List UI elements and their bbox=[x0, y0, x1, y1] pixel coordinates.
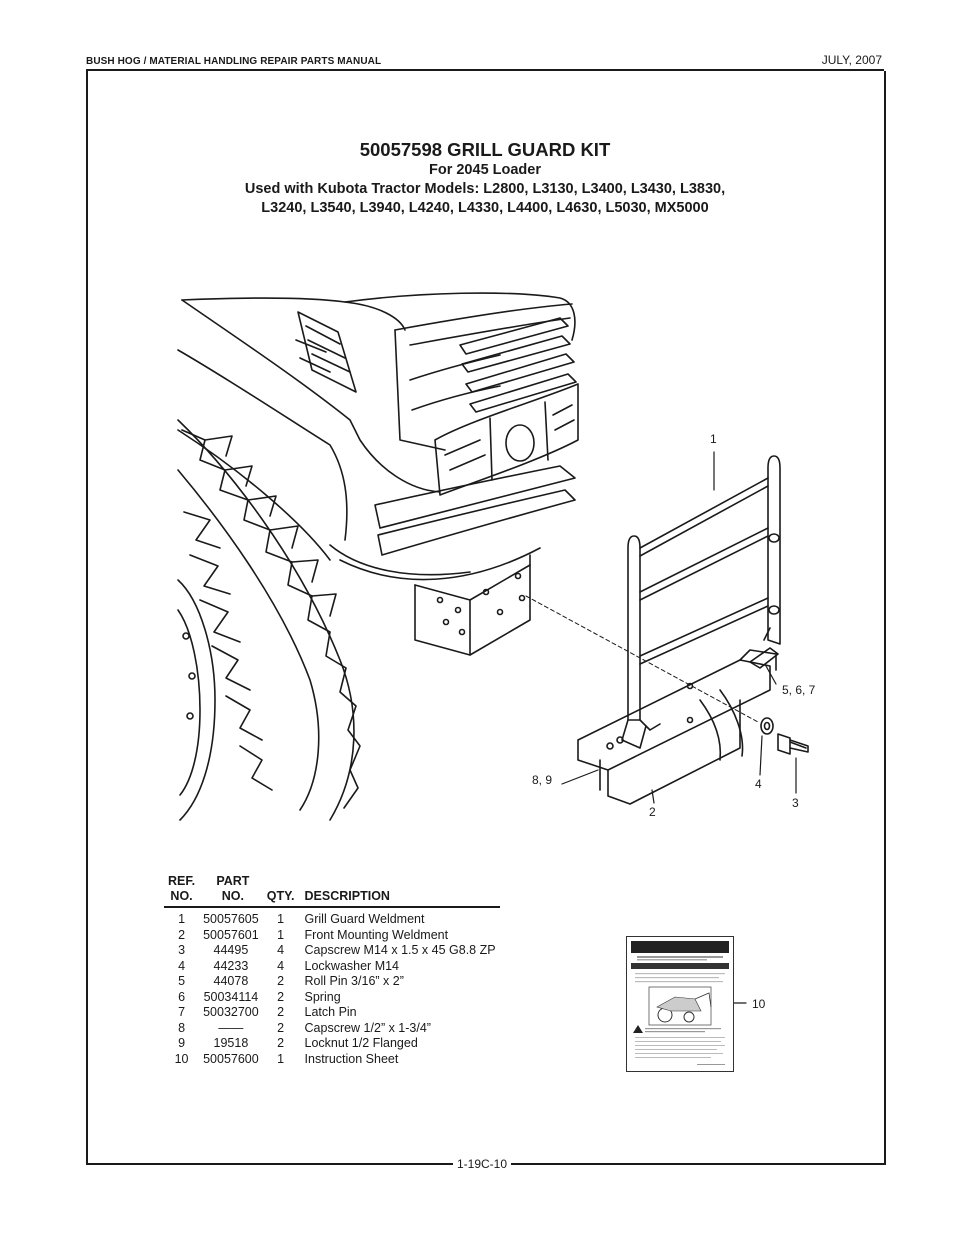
callout-1: 1 bbox=[710, 432, 717, 446]
grill-guard-illustration bbox=[622, 456, 780, 748]
part-no-header: PART NO. bbox=[199, 874, 263, 907]
table-row: 1 50057605 1 Grill Guard Weldment bbox=[178, 912, 425, 926]
page-number: 1-19C-10 bbox=[453, 1157, 511, 1171]
callout-8-9: 8, 9 bbox=[532, 773, 553, 787]
kit-title: 50057598 GRILL GUARD KIT bbox=[359, 139, 611, 160]
models-line-2: L3240, L3540, L3940, L4240, L4330, L4400, L4630, L5030, MX5000 bbox=[261, 200, 709, 216]
table-row: 6 50034114 2 Spring bbox=[178, 989, 341, 1004]
table-header-row bbox=[164, 874, 500, 907]
table-row: 5 44078 2 Roll Pin 3/16” x 2” bbox=[178, 974, 404, 988]
qty-header: QTY. bbox=[263, 874, 299, 907]
table-row: 7 50032700 2 Latch Pin bbox=[178, 1005, 357, 1019]
table-row: 8 —— 2 Capscrew 1/2” x 1-3/4” bbox=[178, 1020, 431, 1035]
table-row: 9 19518 2 Locknut 1/2 Flanged bbox=[178, 1036, 418, 1050]
callout-2: 2 bbox=[649, 805, 656, 819]
description-header: DESCRIPTION bbox=[299, 874, 500, 907]
table-row: 10 50057600 1 Instruction Sheet bbox=[174, 1051, 399, 1066]
instruction-sheet-image bbox=[627, 937, 733, 1071]
callout-4: 4 bbox=[755, 777, 762, 791]
tractor-hood-illustration bbox=[178, 293, 578, 655]
models-line-1: Used with Kubota Tractor Models: L2800, L3130, L3400, L3430, L3830, bbox=[244, 181, 726, 197]
callout-10: 10 bbox=[752, 997, 766, 1011]
callout-5-6-7: 5, 6, 7 bbox=[782, 683, 816, 697]
alignment-line bbox=[526, 596, 758, 722]
tire-illustration bbox=[178, 420, 360, 820]
loader-subtitle: For 2045 Loader bbox=[428, 162, 541, 178]
table-row: 3 44495 4 Capscrew M14 x 1.5 x 45 G8.8 ZP bbox=[178, 943, 496, 957]
fastener-illustration bbox=[761, 718, 808, 754]
instruction-sheet-thumbnail bbox=[626, 936, 734, 1072]
table-row: 2 50057601 1 Front Mounting Weldment bbox=[178, 927, 449, 942]
manual-header-title: BUSH HOG / MATERIAL HANDLING REPAIR PARTS MANUAL bbox=[86, 56, 382, 67]
table-row: 4 44233 4 Lockwasher M14 bbox=[178, 958, 400, 973]
callout-3: 3 bbox=[792, 796, 799, 810]
parts-list-table bbox=[164, 874, 500, 1067]
manual-date: JULY, 2007 bbox=[821, 53, 882, 67]
ref-no-header: REF. NO. bbox=[164, 874, 199, 907]
